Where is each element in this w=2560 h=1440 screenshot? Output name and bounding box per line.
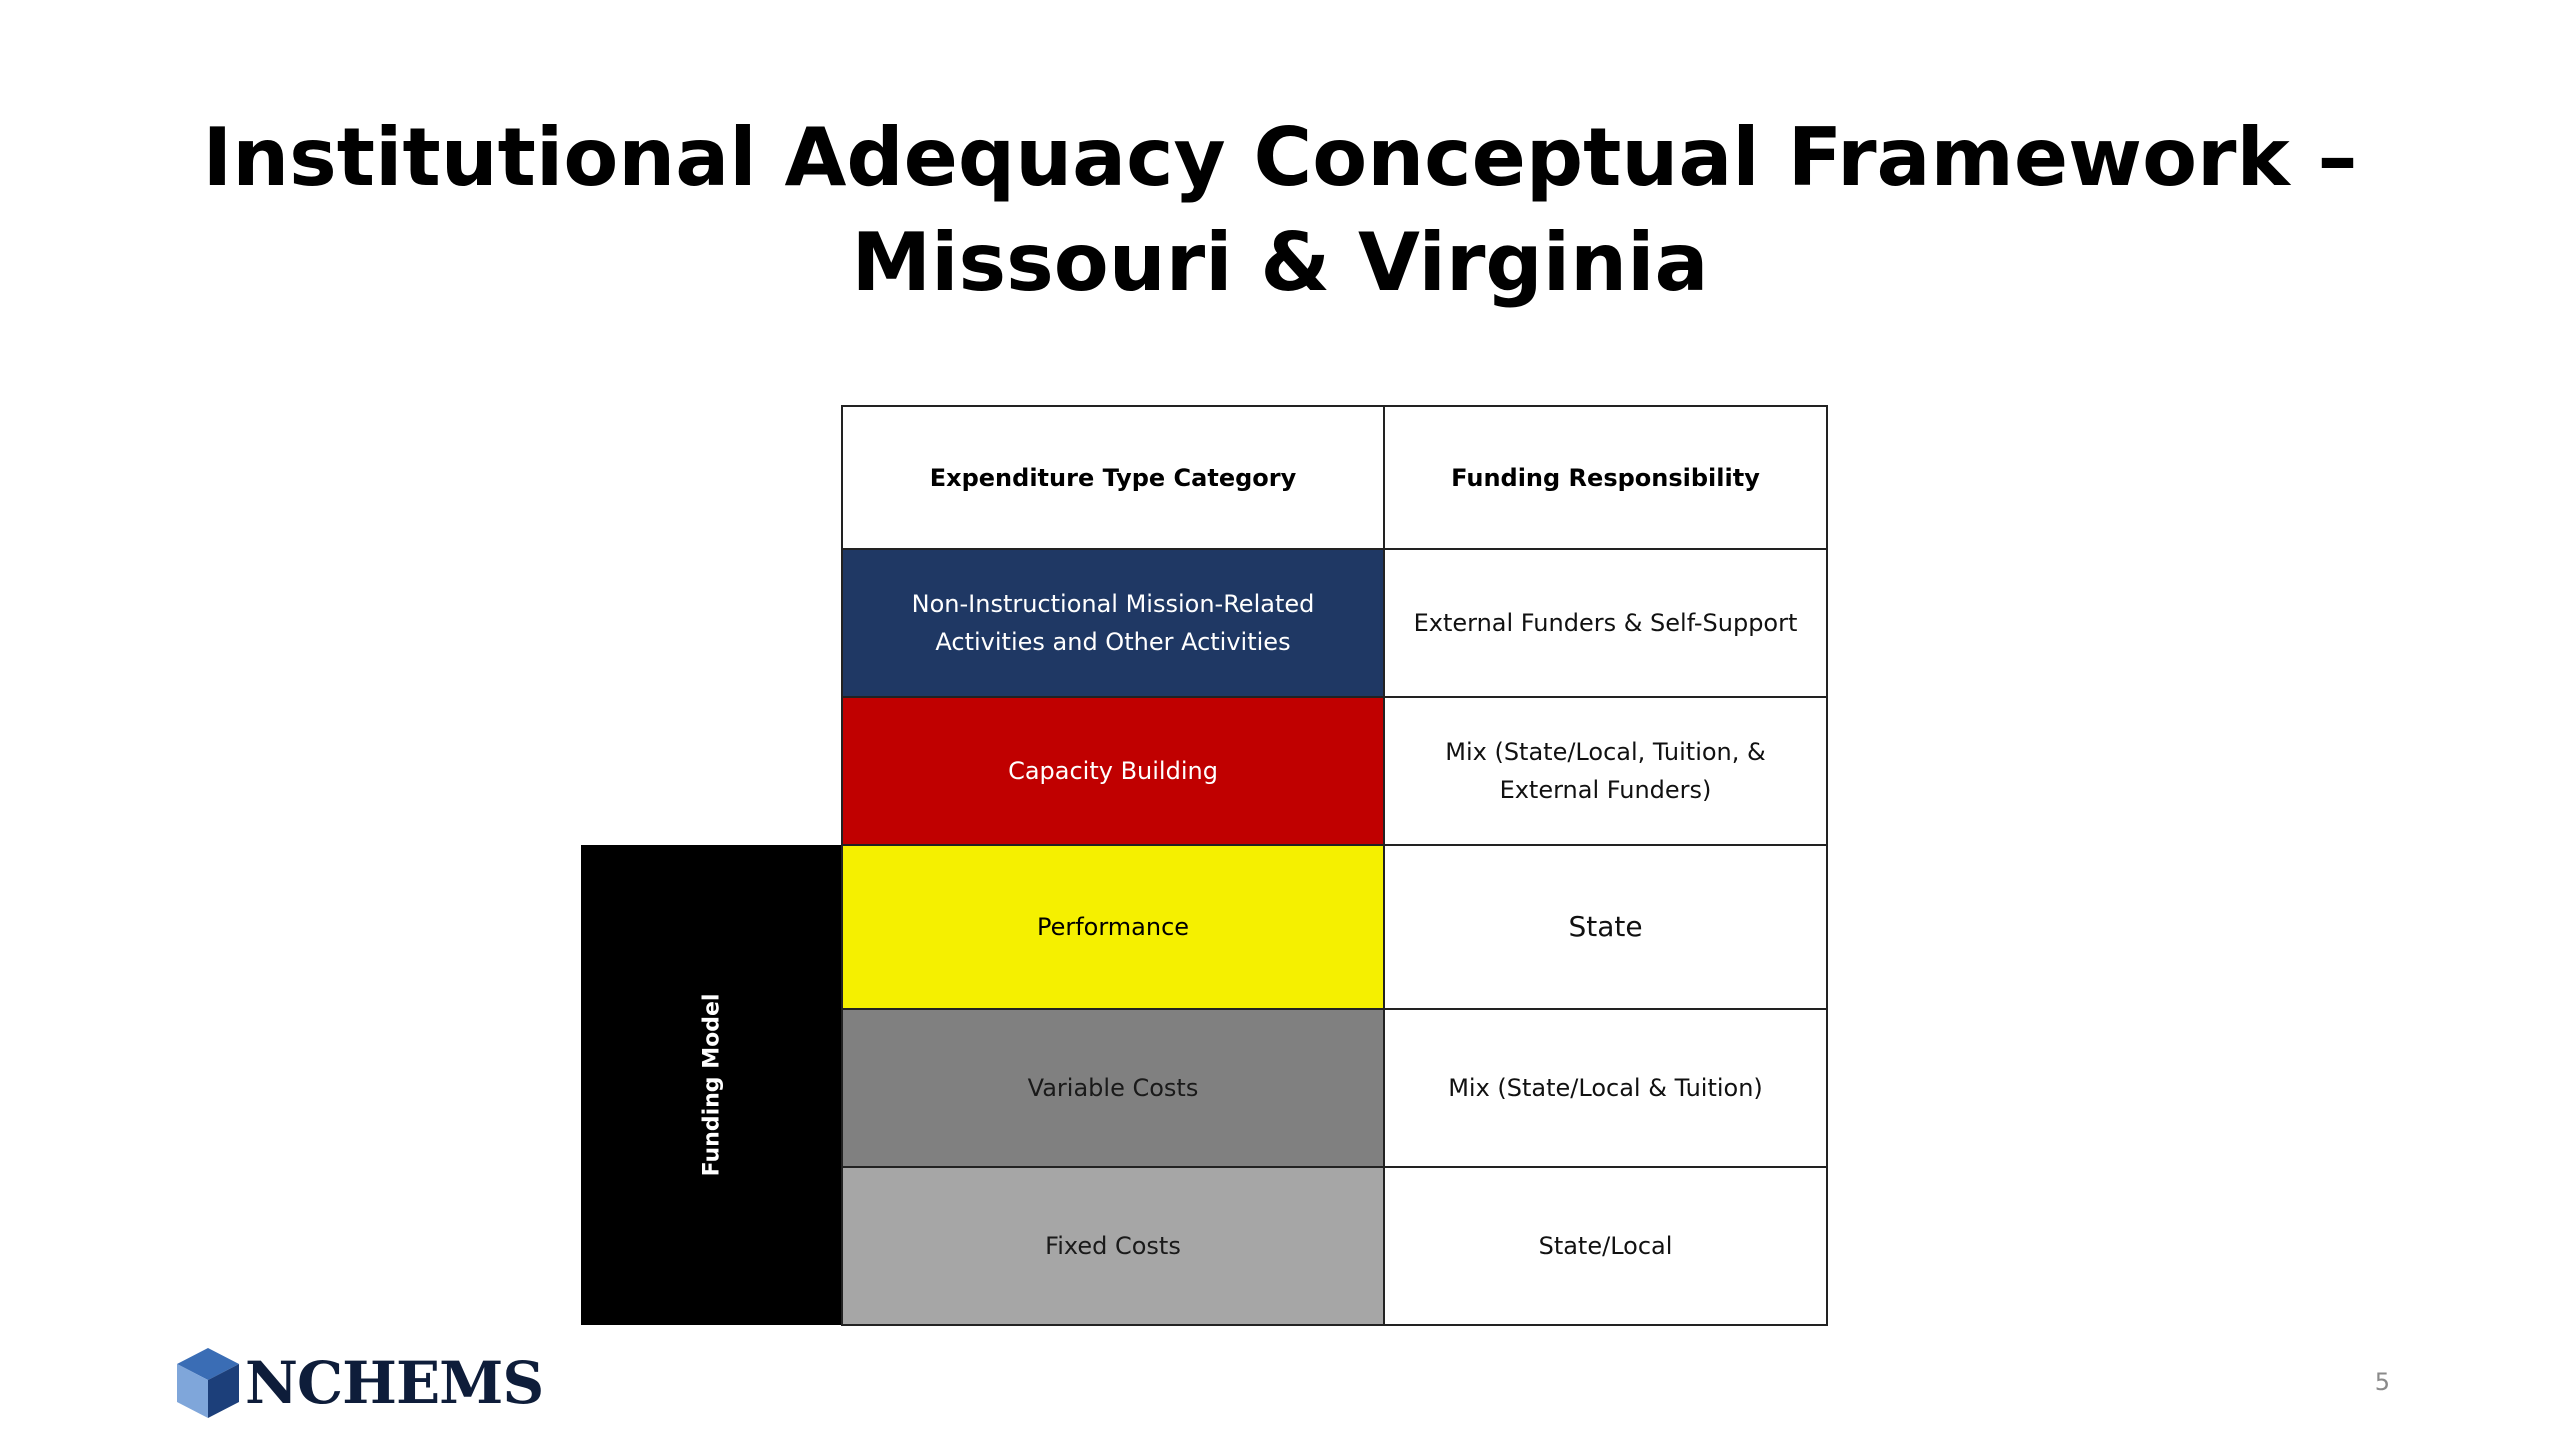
table-header-row bbox=[842, 406, 1827, 549]
table-row bbox=[842, 1167, 1827, 1325]
slide-title-line2: Missouri & Virginia bbox=[851, 216, 1709, 309]
responsibility-cell-capacity-building: Mix (State/Local, Tuition, & External Funders) bbox=[1384, 697, 1827, 845]
nchems-logo bbox=[175, 1345, 543, 1420]
table-row bbox=[842, 1009, 1827, 1167]
responsibility-cell-performance: State bbox=[1384, 845, 1827, 1009]
category-cell-non-instructional: Non-Instructional Mission-Related Activities and Other Activities bbox=[842, 549, 1384, 697]
header-responsibility: Funding Responsibility bbox=[1384, 406, 1827, 549]
category-cell-variable-costs: Variable Costs bbox=[842, 1009, 1384, 1167]
slide-title bbox=[0, 105, 2560, 315]
slide-title-line1: Institutional Adequacy Conceptual Framework – bbox=[202, 111, 2358, 204]
category-cell-fixed-costs: Fixed Costs bbox=[842, 1167, 1384, 1325]
table-row bbox=[842, 845, 1827, 1009]
responsibility-cell-variable-costs: Mix (State/Local & Tuition) bbox=[1384, 1009, 1827, 1167]
framework-table bbox=[841, 405, 1828, 1326]
category-cell-performance: Performance bbox=[842, 845, 1384, 1009]
page-number: 5 bbox=[2374, 1368, 2390, 1396]
category-cell-capacity-building: Capacity Building bbox=[842, 697, 1384, 845]
cube-icon bbox=[175, 1346, 241, 1420]
header-category: Expenditure Type Category bbox=[842, 406, 1384, 549]
funding-model-label: Funding Model bbox=[699, 993, 725, 1177]
responsibility-cell-fixed-costs: State/Local bbox=[1384, 1167, 1827, 1325]
logo-text: NCHEMS bbox=[245, 1348, 544, 1417]
table-row bbox=[842, 697, 1827, 845]
responsibility-cell-non-instructional: External Funders & Self-Support bbox=[1384, 549, 1827, 697]
table-row bbox=[842, 549, 1827, 697]
